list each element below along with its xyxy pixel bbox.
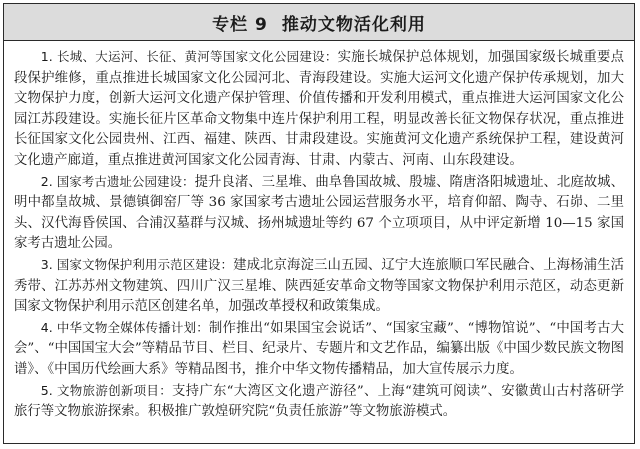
item-body: 实施长城保护总体规划，加强国家级长城重要点段保护维修，重点推进长城国家文化公园河北、青海段建设。实施大运河文化遗产保护传承规划，加大文物保护力度，创新大运河文化遗产保护管理、价值传播和开发利用模式，重点推进大运河国家文化公园江苏段建设。实施长征片区革命文物集中连片保护利用工程，明显改善长征文物保存状况，重点推进长征国家文化公园贵州、江西、福建、陕西、甘肃段建设。实施黄河文化遗产系统保护工程，建设黄河文化遗产廊道，重点推进黄河国家文化公园青海、甘肃、内蒙古、河南、山东段建设。 (14, 50, 625, 168)
list-item (14, 318, 624, 381)
column-title: 推动文物活化利用 (281, 14, 426, 35)
column-label: 专栏 9 (212, 14, 268, 35)
item-heading: 1. 长城、大运河、长征、黄河等国家文化公园建设： (40, 49, 338, 64)
column-box (3, 3, 635, 444)
item-body: 提升良渚、三星堆、曲阜鲁国故城、殷墟、隋唐洛阳城遗址、北庭故城、明中都皇故城、景德镇御窑厂等 36 家国家考古遗址公园运营服务水平，培育仰韶、陶寺、石峁、二里头、汉代海昏侯国、合浦汉墓群与汉城、扬州城遗址等约 67 个立项项目，从中评定新增 10—15 家国家考古遗址公园。 (14, 174, 624, 252)
item-heading: 5. 文物旅游创新项目： (40, 382, 172, 398)
item-heading: 4. 中华文物全媒体传播计划： (40, 319, 209, 335)
list-item (14, 47, 624, 172)
list-item (14, 255, 624, 318)
item-heading: 2. 国家考古遗址公园建设： (40, 173, 195, 189)
item-heading: 3. 国家文物保护利用示范区建设： (40, 256, 234, 272)
item-body: 支持广东“大湾区文化遗产游径”、上海“建筑可阅读”、安徽黄山古村落研学旅行等文物旅游探索。积极推广敦煌研究院“负责任旅游”等文物旅游模式。 (14, 383, 624, 420)
column-header (4, 4, 634, 41)
column-content (4, 41, 634, 423)
item-body: 制作推出“如果国宝会说话”、“国家宝藏”、“博物馆说”、“中国考古大会”、“中国国宝大会”等精品节目、栏目、纪录片、专题片和文艺作品，编纂出版《中国少数民族文物图谱》、《中国历代绘画大系》等精品图书，推介中华文物传播精品，加大宣传展示力度。 (14, 320, 625, 377)
list-item (14, 172, 624, 255)
item-body: 建成北京海淀三山五园、辽宁大连旅顺口军民融合、上海杨浦生活秀带、江苏苏州文物建筑、四川广汉三星堆、陕西延安革命文物等国家文物保护利用示范区，动态更新国家文物保护利用示范区创建名单，加强改革授权和政策集成。 (14, 257, 625, 315)
list-item (14, 381, 624, 423)
